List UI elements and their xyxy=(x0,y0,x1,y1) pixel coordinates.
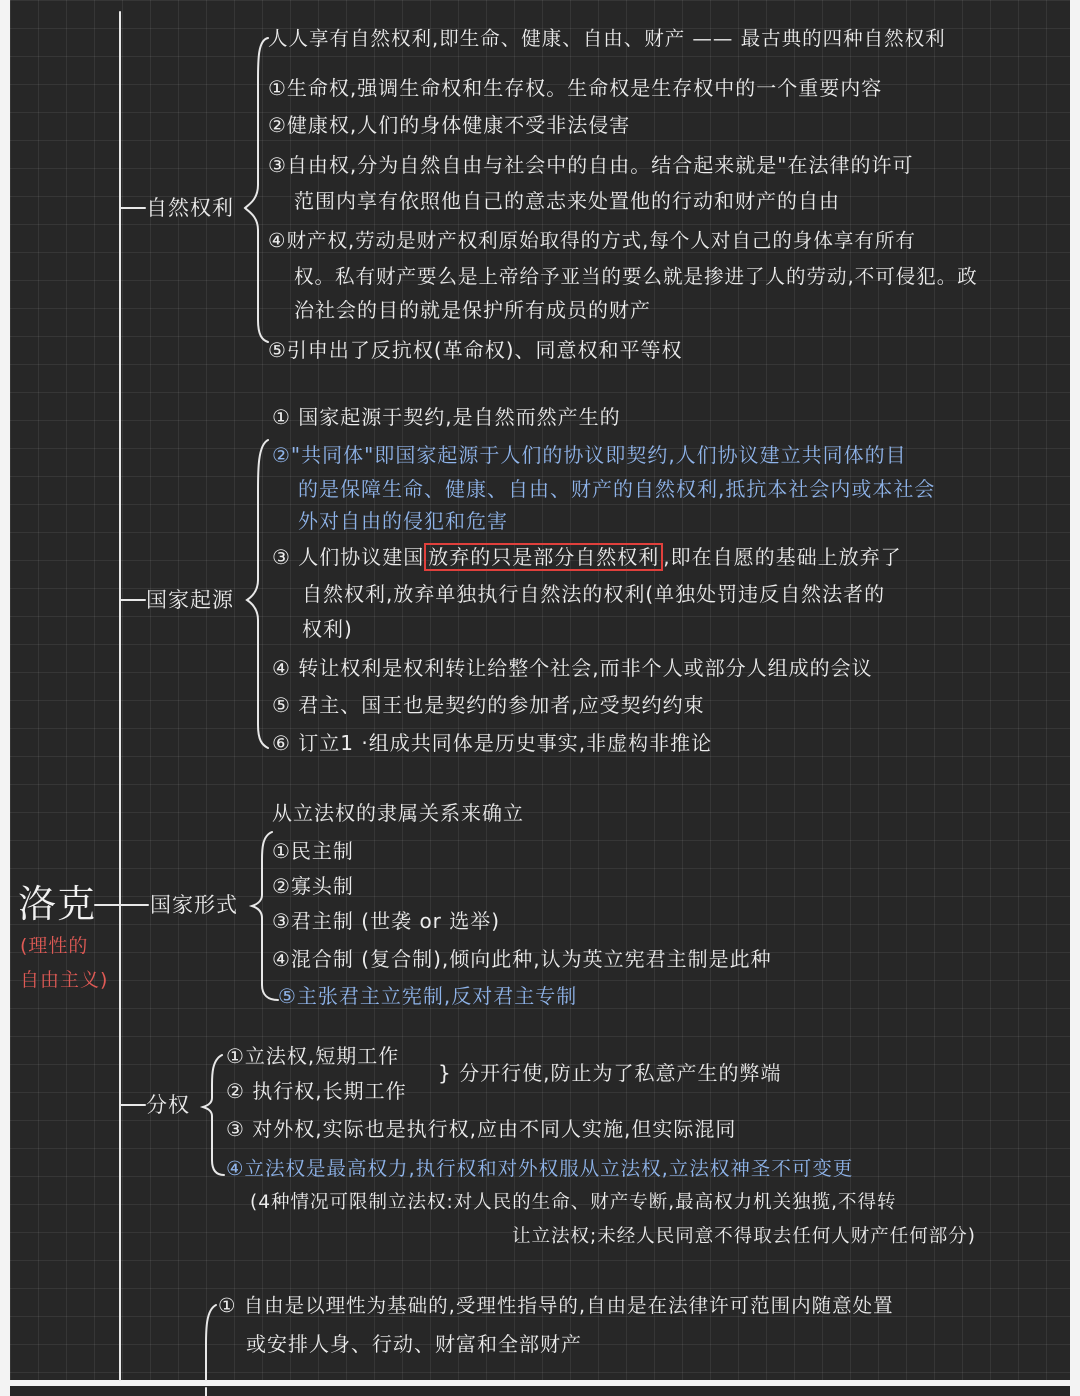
freedom-line-1: ① 自由是以理性为基础的,受理性指导的,自由是在法律许可范围内随意处置 xyxy=(218,1294,894,1317)
separation-brace-note: } 分开行使,防止为了私意产生的弊端 xyxy=(438,1061,782,1085)
separation-note-line-2: 让立法权;未经人民同意不得取去任何人财产任何部分) xyxy=(512,1226,976,1247)
center-subtitle-line-2: 自由主义) xyxy=(20,969,109,991)
center-subtitle-line-1: (理性的 xyxy=(20,935,89,957)
freedom-line-2: 或安排人身、行动、财富和全部财产 xyxy=(246,1332,582,1356)
natural-rights-line-5: 范围内享有依照他自己的意志来处置他的行动和财产的自由 xyxy=(294,189,840,213)
center-title: 洛克 xyxy=(18,882,97,926)
natural-rights-line-1: 人人享有自然权利,即生命、健康、自由、财产 —— 最古典的四种自然权利 xyxy=(268,27,946,50)
natural-rights-line-7: 权。私有财产要么是上帝给予亚当的要么就是掺进了人的劳动,不可侵犯。政 xyxy=(294,265,978,288)
state-origin-blue-line-3: 外对自由的侵犯和危害 xyxy=(298,509,508,533)
separation-line-1: ①立法权,短期工作 xyxy=(226,1044,400,1068)
natural-rights-line-9: ⑤引申出了反抗权(革命权)、同意权和平等权 xyxy=(268,338,683,362)
state-origin-line-5: ⑤ 君主、国王也是契约的参加者,应受契约约束 xyxy=(272,693,705,717)
branch-label-state-form: 国家形式 xyxy=(150,893,238,917)
brace-natural-rights xyxy=(245,38,268,342)
state-origin-item-3-post: ,即在自愿的基础上放弃了 xyxy=(663,545,902,569)
natural-rights-line-8: 治社会的目的就是保护所有成员的财产 xyxy=(294,298,651,322)
branch-label-state-origin: 国家起源 xyxy=(146,588,234,612)
state-form-line-5: ④混合制 (复合制),倾向此种,认为英立宪君主制是此种 xyxy=(272,947,772,971)
state-origin-line-4: ④ 转让权利是权利转让给整个社会,而非个人或部分人组成的会议 xyxy=(272,656,873,680)
natural-rights-line-2: ①生命权,强调生命权和生存权。生命权是生存权中的一个重要内容 xyxy=(268,76,883,100)
state-origin-line-1: ① 国家起源于契约,是自然而然产生的 xyxy=(272,405,621,429)
state-origin-item-3-line-2: 自然权利,放弃单独执行自然法的权利(单独处罚违反自然法者的 xyxy=(302,582,886,606)
separation-note-line-1: (4种情况可限制立法权:对人民的生命、财产专断,最高权力机关独揽,不得转 xyxy=(250,1192,897,1213)
separation-blue-line: ④立法权是最高权力,执行权和对外权服从立法权,立法权神圣不可变更 xyxy=(226,1157,854,1180)
state-origin-item-3-highlight: 放弃的只是部分自然权利 xyxy=(424,543,663,571)
brace-separation xyxy=(203,1055,224,1175)
natural-rights-line-3: ②健康权,人们的身体健康不受非法侵害 xyxy=(268,113,631,137)
state-form-line-4: ③君主制 (世袭 or 选举) xyxy=(272,909,501,933)
separation-line-2: ② 执行权,长期工作 xyxy=(226,1079,407,1103)
state-origin-item-3 xyxy=(272,544,902,570)
brace-state-origin xyxy=(247,440,268,748)
state-form-blue-line: ⑤主张君主立宪制,反对君主专制 xyxy=(278,984,578,1008)
state-form-line-2: ①民主制 xyxy=(272,839,354,863)
state-form-line-1: 从立法权的隶属关系来确立 xyxy=(272,801,524,825)
branch-label-natural-rights: 自然权利 xyxy=(146,196,234,220)
state-origin-item-3-pre: ③ 人们协议建国 xyxy=(272,545,425,569)
state-origin-blue-line-1: ②"共同体"即国家起源于人们的协议即契约,人们协议建立共同体的目 xyxy=(272,443,907,467)
state-origin-item-3-line-3: 权利) xyxy=(302,617,353,641)
branch-label-separation: 分权 xyxy=(146,1093,190,1117)
brace-freedom xyxy=(206,1305,216,1380)
state-form-line-3: ②寡头制 xyxy=(272,874,354,898)
state-origin-line-6: ⑥ 订立1 ·组成共同体是历史事实,非虚构非推论 xyxy=(272,731,713,755)
natural-rights-line-6: ④财产权,劳动是财产权利原始取得的方式,每个人对自己的身体享有所有 xyxy=(268,229,916,252)
natural-rights-line-4: ③自由权,分为自然自由与社会中的自由。结合起来就是"在法律的许可 xyxy=(268,153,914,177)
state-origin-blue-line-2: 的是保障生命、健康、自由、财产的自然权利,抵抗本社会内或本社会 xyxy=(298,477,936,501)
separation-line-3: ③ 对外权,实际也是执行权,应由不同人实施,但实际混同 xyxy=(226,1117,737,1141)
